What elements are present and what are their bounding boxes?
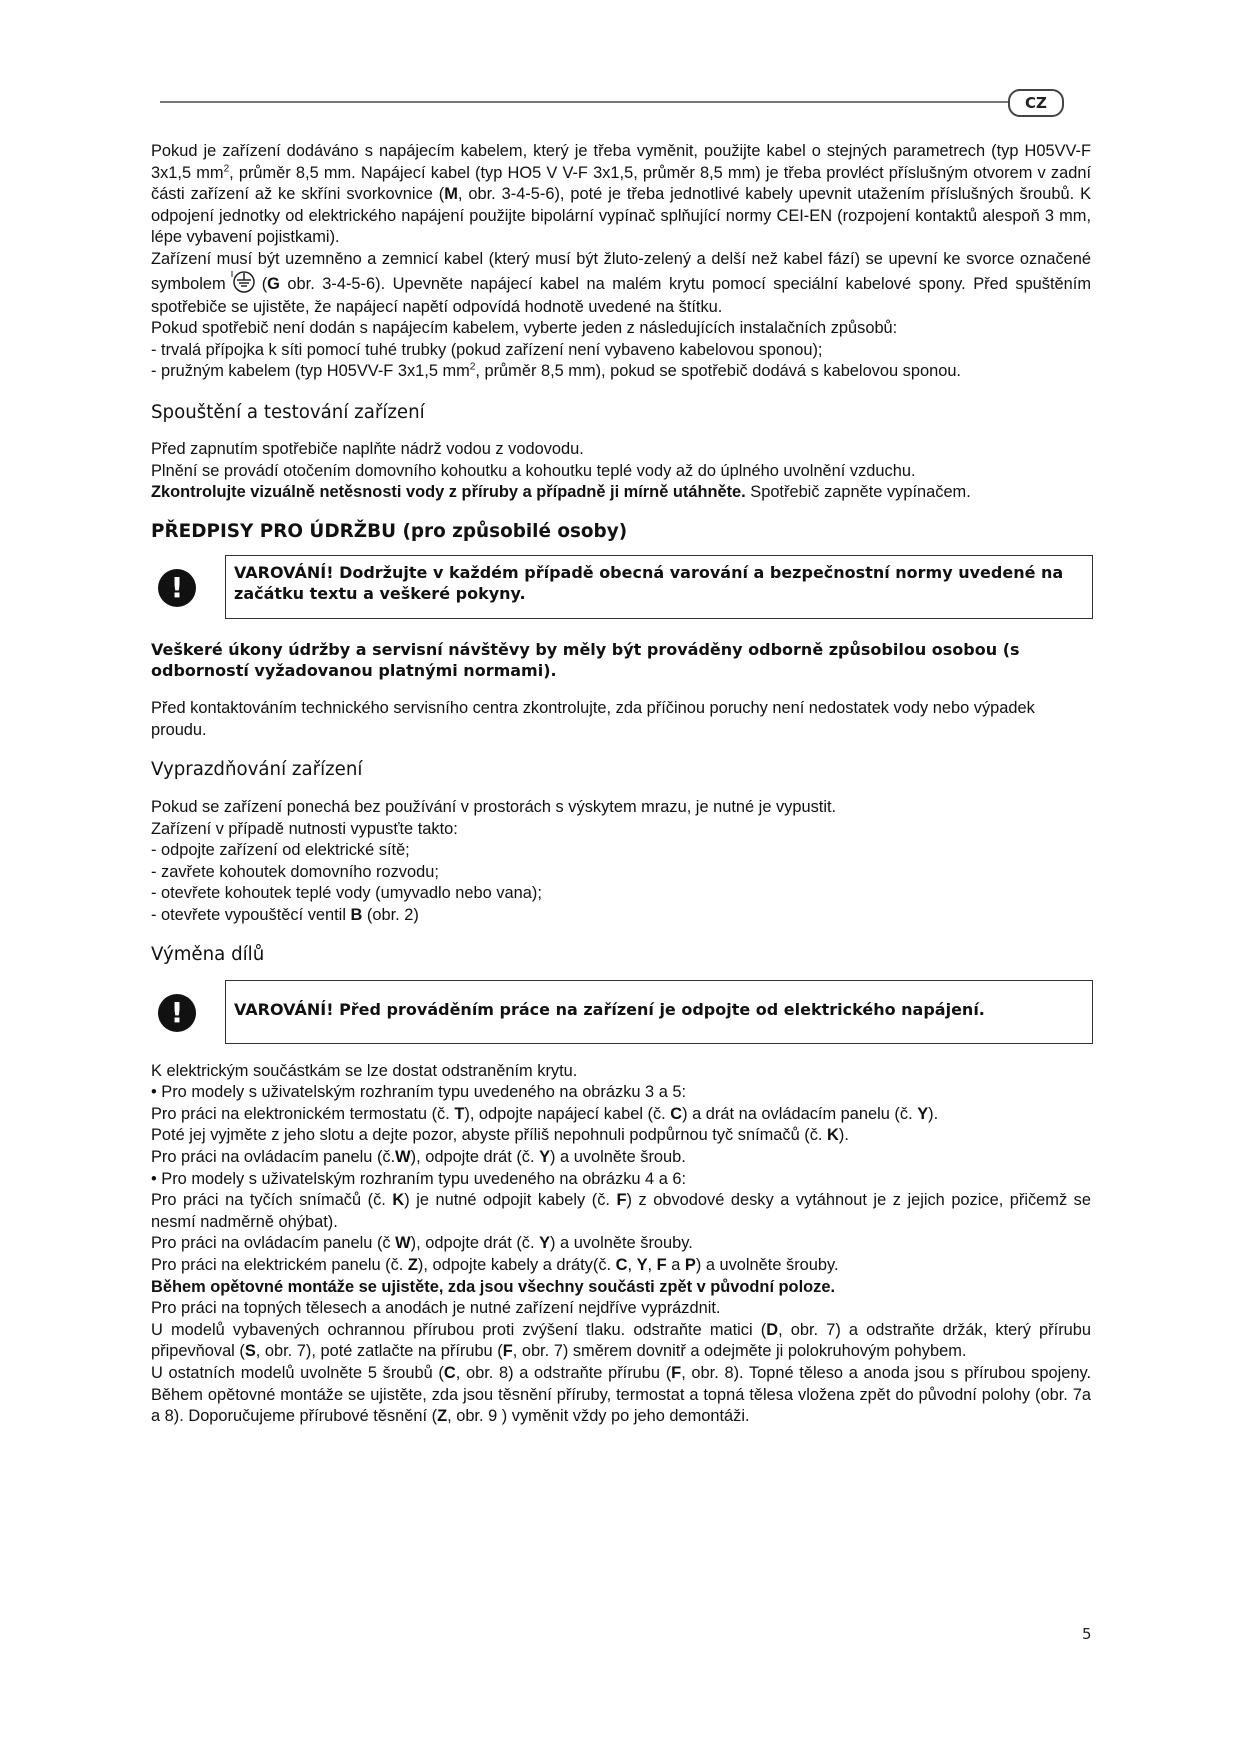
- intro-paragraph: Pokud je zařízení dodáváno s napájecím kabelem, který je třeba vyměnit, použijte kabel o stejných parametrech (typ H05VV-F 3x1,5 $mm^2$, průměr 8,5 mm. Napájecí kabel (typ HO5 V V-F 3x1,5, průměr 8,5 mm) je třeba provléct příslušným otvorem v zadní části zařízení až ke skříni svorkovnice (M, obr. 3-4-5-6), poté je třeba jednotlivé kabely upevnit utažením příslušných šroubů. K odpojení jednotky od elektrického napájení použijte bipolární vypínač splňující normy CEI-EN (rozpojení kontaktů alespoň 3 mm, lépe vybavení pojistkami).: [151, 142, 1091, 247]
- draining-step-3: - otevřete kohoutek teplé vody (umyvadlo nebo vana);: [151, 884, 542, 903]
- section-maintenance-title: PŘEDPISY PRO ÚDRŽBU (pro způsobilé osoby): [151, 520, 628, 542]
- parts-line-7: Pro práci na tyčích snímačů (č. K) je nutné odpojit kabely (č. F) z obvodové desky a vytáhnout je z jejich pozice, přičemž se nesmí nadměrně ohýbat).: [151, 1191, 1091, 1231]
- parts-line-1: K elektrickým součástkám se lze dostat odstraněním krytu.: [151, 1061, 578, 1080]
- draining-step-2: - zavřete kohoutek domovního rozvodu;: [151, 862, 439, 881]
- draining-line-2: Zařízení v případě nutnosti vypusťte takto:: [151, 819, 458, 838]
- parts-warning: [151, 980, 1091, 1044]
- page-number: 5: [1082, 1625, 1092, 1643]
- parts-line-5: Pro práci na ovládacím panelu (č.W), odpojte drát (č. Y) a uvolněte šroub.: [151, 1148, 686, 1167]
- startup-line-2: Plnění se provádí otočením domovního kohoutku a kohoutku teplé vody až do úplného uvolnění vzduchu.: [151, 461, 916, 480]
- section-parts-title: Výměna dílů: [151, 943, 265, 965]
- warning-box: VAROVÁNÍ! Dodržujte v každém případě obecná varování a bezpečnostní normy uvedené na začátku textu a veškeré pokyny.: [225, 555, 1093, 619]
- maintenance-bold-para: Veškeré úkony údržby a servisní návštěvy by měly být prováděny odborně způsobilou osobou (s odborností vyžadovanou platnými normami).: [151, 639, 1020, 681]
- maintenance-para: Před kontaktováním technického servisního centra zkontrolujte, zda příčinou poruchy není nedostatek vody nebo výpadek proudu.: [151, 698, 1035, 739]
- draining-step-4: - otevřete vypouštěcí ventil B (obr. 2): [151, 906, 419, 925]
- startup-line-1: Před zapnutím spotřebiče naplňte nádrž vodou z vodovodu.: [151, 439, 584, 458]
- language-badge: CZ: [1008, 89, 1064, 117]
- parts-line-12: U modelů vybavených ochrannou přírubou proti zvýšení tlaku. odstraňte matici (D, obr. 7) a odstraňte držák, který přírubu připevňoval (S, obr. 7), poté zatlačte na přírubu (F, obr. 7) směrem dovnitř a odejměte ji polokruhovým pohybem.: [151, 1320, 1091, 1361]
- parts-line-10: Během opětovné montáže se ujistěte, zda jsou všechny součásti zpět v původní poloze.: [151, 1277, 836, 1296]
- startup-line-3: Zkontrolujte vizuálně netěsnosti vody z příruby a případně ji mírně utáhněte. Spotřebič zapněte vypínačem.: [151, 483, 971, 502]
- parts-line-3: Pro práci na elektronickém termostatu (č. T), odpojte napájecí kabel (č. C) a drát na ovládacím panelu (č. Y).: [151, 1104, 939, 1123]
- warning-icon: !: [158, 569, 196, 607]
- cable-option-flexible: - pružným kabelem (typ H05VV-F 3x1,5 $mm^2$, průměr 8,5 mm), pokud se spotřebič dodává s kabelovou sponou.: [151, 361, 961, 381]
- parts-line-4: Poté jej vyjměte z jeho slotu a dejte pozor, abyste příliš nepohnuli podpůrnou tyč snímačů (č. K).: [151, 1126, 849, 1145]
- parts-line-8: Pro práci na ovládacím panelu (č W), odpojte drát (č. Y) a uvolněte šrouby.: [151, 1234, 693, 1253]
- parts-line-2: • Pro modely s uživatelským rozhraním typu uvedeného na obrázku 3 a 5:: [151, 1083, 687, 1102]
- parts-line-13: U ostatních modelů uvolněte 5 šroubů (C, obr. 8) a odstraňte přírubu (F, obr. 8). Topné těleso a anoda jsou s přírubou spojeny. Během opětovné montáže se ujistěte, zda jsou těsnění příruby, termostat a topná tělesa vložena zpět do původní polohy (obr. 7a a 8). Doporučujeme přírubové těsnění (Z, obr. 9 ) vyměnit vždy po jeho demontáži.: [151, 1363, 1092, 1426]
- parts-line-6: • Pro modely s uživatelským rozhraním typu uvedeného na obrázku 4 a 6:: [151, 1169, 687, 1188]
- parts-line-11: Pro práci na topných tělesech a anodách je nutné zařízení nejdříve vyprázdnit.: [151, 1299, 721, 1318]
- draining-step-1: - odpojte zařízení od elektrické sítě;: [151, 841, 410, 860]
- parts-line-9: Pro práci na elektrickém panelu (č. Z), odpojte kabely a dráty(č. C, Y, F a P) a uvolněte šrouby.: [151, 1256, 839, 1274]
- warning-icon: !: [158, 994, 196, 1032]
- draining-line-1: Pokud se zařízení ponechá bez používání v prostorách s výskytem mrazu, je nutné je vypustit.: [151, 798, 837, 817]
- section-startup-title: Spouštění a testování zařízení: [151, 401, 425, 423]
- ground-symbol-icon: [229, 271, 259, 297]
- section-draining-title: Vyprazdňování zařízení: [151, 759, 363, 781]
- warning-box: VAROVÁNÍ! Před prováděním práce na zařízení je odpojte od elektrického napájení.: [225, 980, 1093, 1044]
- page-content: [151, 141, 1091, 1428]
- cable-option-rigid: - trvalá přípojka k síti pomocí tuhé trubky (pokud zařízení není vybaveno kabelovou sponou);: [151, 340, 823, 359]
- maintenance-warning: [151, 555, 1091, 619]
- header-rule: [160, 101, 1010, 103]
- grounding-paragraph: Zařízení musí být uzemněno a zemnicí kabel (který musí být žluto-zelený a delší než kabel fází) se upevní ke svorce označené symbolem (G obr. 3-4-5-6). Upevněte napájecí kabel na malém krytu pomocí speciální kabelové spony. Před spuštěním spotřebiče se ujistěte, že napájecí napětí odpovídá hodnotě uvedené na štítku.: [151, 249, 1091, 316]
- cable-options-intro: Pokud spotřebič není dodán s napájecím kabelem, vyberte jeden z následujících instalačních způsobů:: [151, 319, 898, 338]
